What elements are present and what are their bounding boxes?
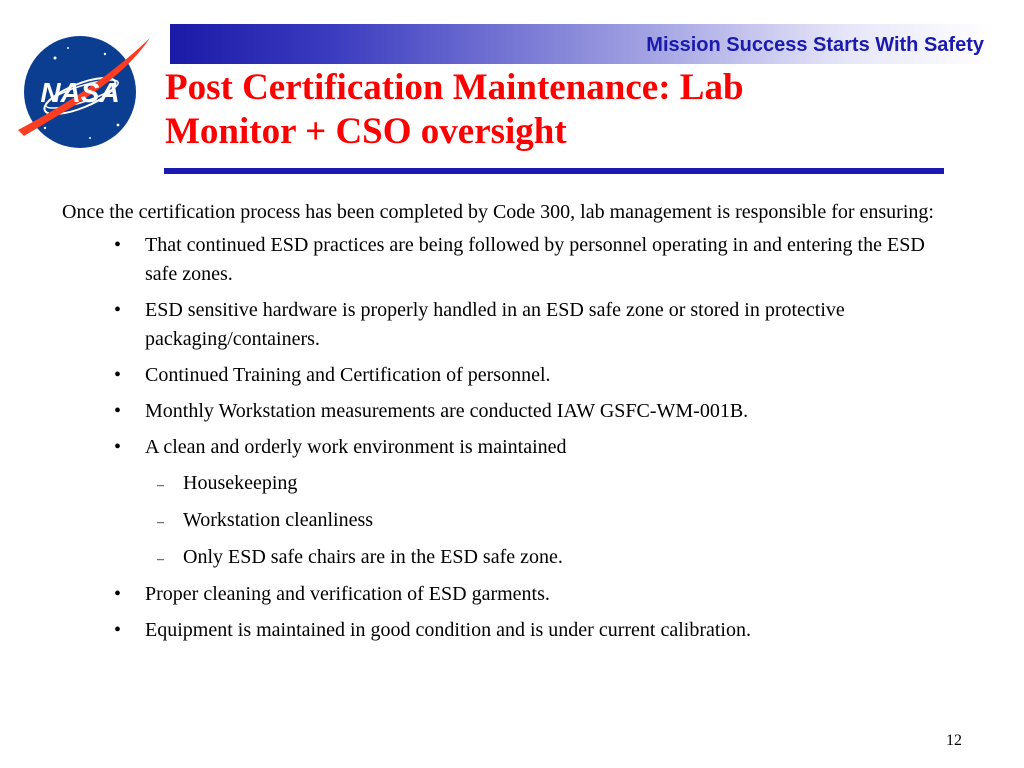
- bullet-text: A clean and orderly work environment is maintained: [145, 436, 567, 458]
- page-number: 12: [946, 732, 962, 749]
- bullet-text: ESD sensitive hardware is properly handled in an ESD safe zone or stored in protective packaging/containers.: [145, 299, 845, 350]
- bullet-item: [62, 296, 935, 354]
- sub-bullet-item: [62, 506, 943, 535]
- slide-title-line-1: Post Certification Maintenance: Lab: [165, 67, 744, 108]
- sub-bullet-marker: –: [157, 515, 164, 530]
- sub-bullet-item: [62, 543, 943, 572]
- bullet-item: [62, 616, 935, 645]
- bullet-marker: •: [114, 619, 122, 641]
- sub-bullet-item: [62, 469, 943, 498]
- intro-paragraph: Once the certification process has been completed by Code 300, lab management is responsible for ensuring:: [62, 201, 934, 223]
- bullet-item: [62, 361, 935, 390]
- sub-bullet-marker: –: [157, 478, 164, 493]
- bullet-text: Equipment is maintained in good condition and is under current calibration.: [145, 619, 751, 641]
- bullet-item: [62, 397, 935, 426]
- sub-bullet-marker: –: [157, 552, 164, 567]
- bullet-item: [62, 580, 935, 609]
- bullet-marker: •: [114, 400, 122, 422]
- bullet-text: Continued Training and Certification of personnel.: [145, 364, 551, 386]
- bullet-marker: •: [114, 583, 122, 605]
- sub-bullet-text: Workstation cleanliness: [183, 509, 374, 531]
- nasa-logo-icon: [10, 30, 155, 155]
- bullet-text: That continued ESD practices are being followed by personnel operating in and entering the ESD safe zones.: [145, 234, 925, 285]
- title-underline: [164, 168, 944, 174]
- bullet-item: [62, 231, 935, 289]
- bullet-marker: •: [114, 234, 122, 256]
- bullet-text: Monthly Workstation measurements are conducted IAW GSFC-WM-001B.: [145, 400, 749, 422]
- bullet-marker: •: [114, 436, 122, 458]
- slide-title-line-2: Monitor + CSO oversight: [165, 111, 567, 152]
- sub-bullet-text: Only ESD safe chairs are in the ESD safe zone.: [183, 546, 563, 568]
- slide-title: [165, 66, 955, 154]
- bullet-item: [62, 433, 935, 462]
- sub-bullet-text: Housekeeping: [183, 472, 298, 494]
- bullet-text: Proper cleaning and verification of ESD garments.: [145, 583, 550, 605]
- bullet-marker: •: [114, 299, 122, 321]
- slide-body: [62, 197, 962, 652]
- header-tagline: Mission Success Starts With Safety: [646, 34, 984, 56]
- nasa-logo-text: NASA: [40, 77, 120, 108]
- bullet-marker: •: [114, 364, 122, 386]
